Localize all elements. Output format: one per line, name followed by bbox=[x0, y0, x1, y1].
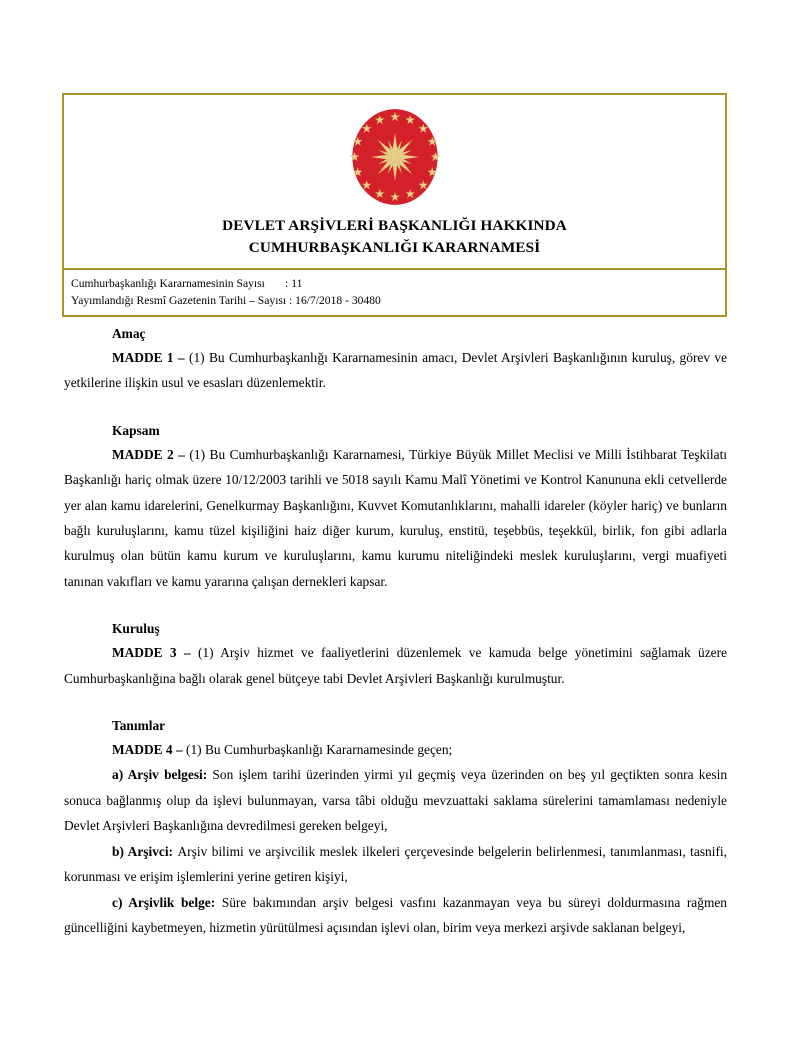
article-dash-4: – bbox=[172, 742, 187, 758]
header-title-block bbox=[64, 95, 725, 268]
page-title-line-1: DEVLET ARŞİVLERİ BAŞKANLIĞI HAKKINDA bbox=[222, 217, 567, 234]
section-heading-amac: Amaç bbox=[112, 326, 146, 341]
article-dash-2: – bbox=[173, 446, 190, 462]
definition-marker-b: b) bbox=[112, 843, 128, 859]
article-clause-2: (1) bbox=[189, 446, 210, 462]
definition-item-a bbox=[64, 762, 727, 838]
definition-term-a: Arşiv belgesi: bbox=[127, 767, 213, 783]
article-text-1: Bu Cumhurbaşkanlığı Kararnamesinin amacı, Devlet Arşivleri Başkanlığının kuruluş, görev ve yetkilerine ilişkin usul ve esasları düzenlemektir. bbox=[64, 350, 728, 391]
article-label-2: MADDE 2 bbox=[112, 446, 174, 462]
article-paragraph-3 bbox=[64, 640, 727, 691]
article-clause-4: (1) bbox=[186, 742, 205, 758]
article-label-4: MADDE 4 bbox=[112, 742, 173, 758]
article-dash-1: – bbox=[173, 350, 190, 365]
page-title-line-2: CUMHURBAŞKANLIĞI KARARNAMESİ bbox=[248, 239, 541, 256]
definition-marker-a: a) bbox=[112, 767, 128, 783]
definition-text-b: Arşiv bilimi ve arşivcilik meslek ilkeleri çerçevesinde belgelerin belirlenmesi, tanımlanması, tasnifi, korunması ve erişim işlemlerini yerine getiren kişiyi, bbox=[64, 843, 727, 885]
article-text-3: Arşiv hizmet ve faaliyetlerini düzenlemek ve kamuda belge yönetimini sağlamak üzere Cumhurbaşkanlığına bağlı olarak genel bütçeye tabi Devlet Arşivleri Başkanlığı kurulmuştur. bbox=[64, 645, 727, 686]
article-dash-3: – bbox=[176, 645, 198, 661]
decree-number-line: Cumhurbaşkanlığı Kararnamesinin Sayısı : 11 bbox=[71, 277, 303, 290]
article-paragraph-2 bbox=[64, 442, 727, 594]
article-clause-3: (1) bbox=[197, 645, 221, 661]
section-spacer bbox=[64, 594, 727, 617]
document-header-box bbox=[62, 93, 727, 317]
definition-item-c bbox=[64, 890, 727, 941]
section-spacer bbox=[64, 691, 727, 714]
header-metadata-block bbox=[64, 270, 725, 315]
turkish-presidential-seal-icon bbox=[343, 105, 447, 209]
definition-term-c: Arşivlik belge: bbox=[128, 894, 222, 910]
definition-item-b bbox=[64, 839, 727, 890]
section-heading-tanimlar: Tanımlar bbox=[112, 718, 166, 734]
section-heading-kurulus: Kuruluş bbox=[112, 621, 160, 637]
article-clause-1: (1) bbox=[189, 350, 209, 365]
article-paragraph-1 bbox=[64, 345, 727, 396]
article-label-3: MADDE 3 bbox=[112, 645, 177, 661]
definition-text-c: Süre bakımından arşiv belgesi vasfını kazanmayan veya bu süreyi doldurmasına rağmen güncelliğini kaybetmeyen, hizmetin yürütülmesi açısından işlevi olan, birim veya merkezi arşivde saklanan belgeyi, bbox=[64, 894, 728, 935]
gazette-date-number-line: Yayımlandığı Resmî Gazetenin Tarihi – Sayısı : 16/7/2018 - 30480 bbox=[71, 294, 381, 307]
article-label-1: MADDE 1 bbox=[112, 350, 174, 365]
definition-marker-c: c) bbox=[112, 894, 129, 910]
article-text-2: Bu Cumhurbaşkanlığı Kararnamesi, Türkiye Büyük Millet Meclisi ve Milli İstihbarat Teşkilatı Başkanlığı hariç olmak üzere 10/12/2003 tarihli ve 5018 sayılı Kamu Malî Yönetimi ve Kontrol Kanununa ekli cetvellerde yer alan kamu idarelerini, Genelkurmay Başkanlığını, Kuvvet Komutanlıklarını, mahalli idareler (köyler hariç) ve bunların bağlı kuruluşlarını, kamu tüzel kişiliğini haiz diğer kurum, kuruluş, enstitü, teşebbüs, teşekkül, birlik, fon gibi adlarla kurulmuş olan bütün kamu kurum ve kuruluşlarını, kamu kurumu niteliğindeki meslek kuruluşlarını, vergi muafiyeti tanınan vakıfları ve kamu yararına çalışan dernekleri kapsar. bbox=[64, 446, 728, 589]
section-heading-kapsam: Kapsam bbox=[112, 422, 160, 438]
section-spacer bbox=[64, 396, 727, 419]
definition-term-b: Arşivci: bbox=[127, 843, 178, 859]
article-text-4: Bu Cumhurbaşkanlığı Kararnamesinde geçen; bbox=[204, 742, 453, 758]
article-paragraph-4 bbox=[64, 737, 727, 762]
definition-text-a: Son işlem tarihi üzerinden yirmi yıl geçmiş veya üzerinden on beş yıl geçtikten sonra kesin sonuca bağlanmış olup da işlevi bulunmayan, varsa tâbi olduğu mevzuattaki saklama sürelerini tamamlaması nedeniyle Devlet Arşivleri Başkanlığına devredilmesi gereken belgeyi, bbox=[64, 767, 728, 834]
document-body bbox=[64, 322, 727, 940]
